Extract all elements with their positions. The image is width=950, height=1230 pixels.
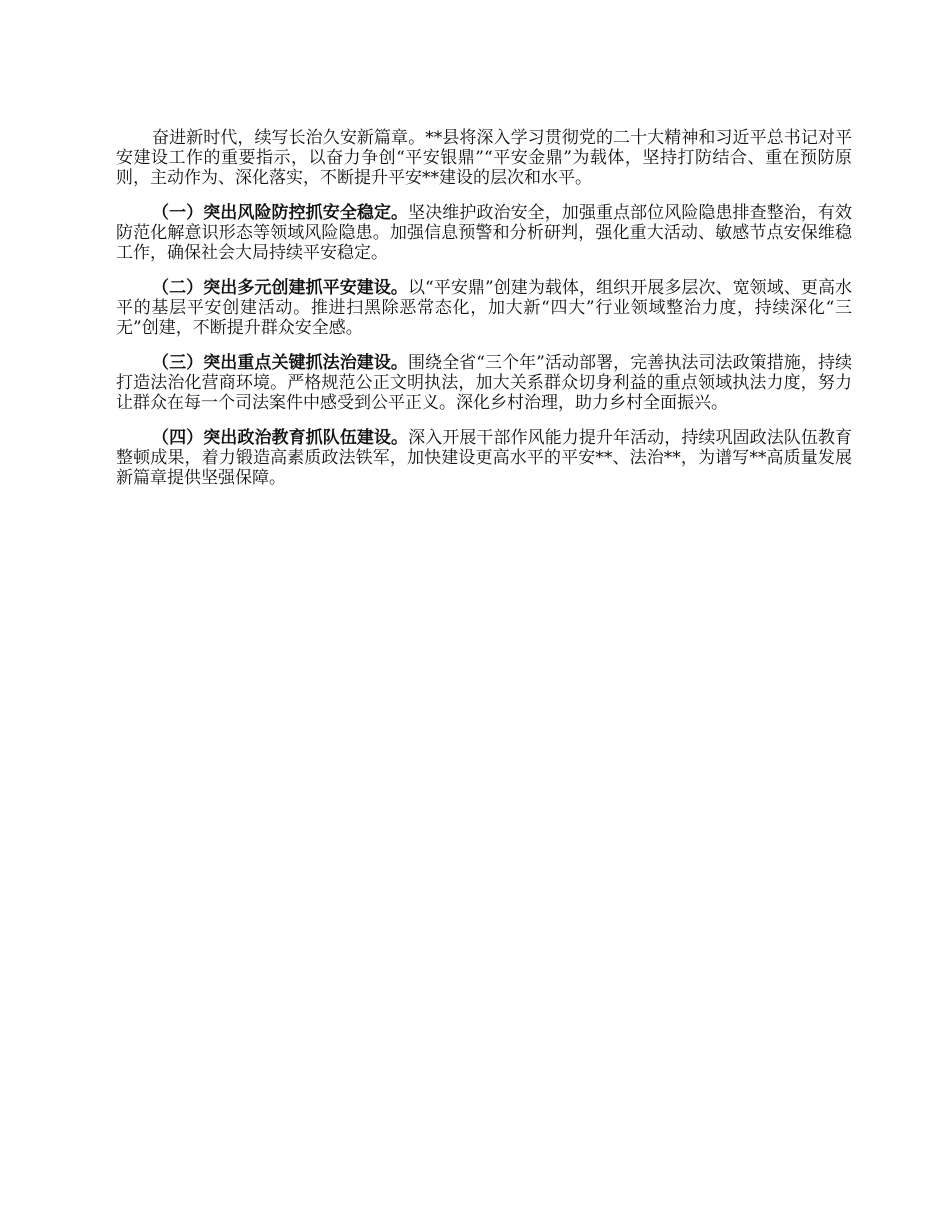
section-heading: （三）突出重点关键抓法治建设。: [152, 353, 408, 373]
section-paragraph: [116, 353, 852, 413]
section-heading: （四）突出政治教育抓队伍建设。: [152, 428, 409, 448]
section-body: 坚决维护政治安全，加强重点部位风险隐患排查整治，有效防范化解意识形态等领域风险隐患。加强信息预警和分析研判，强化重大活动、敏感节点安保维稳工作，确保社会大局持续平安稳定。: [116, 203, 852, 263]
section-heading: （二）突出多元创建抓平安建设。: [152, 278, 408, 298]
section-heading: （一）突出风险防控抓安全稳定。: [152, 203, 409, 223]
section-body: 深入开展干部作风能力提升年活动，持续巩固政法队伍教育整顿成果，着力锻造高素质政法铁军，加快建设更高水平的平安**、法治**，为谱写**高质量发展新篇章提供坚强保障。: [116, 428, 852, 488]
intro-paragraph: 奋进新时代，续写长治久安新篇章。**县将深入学习贯彻党的二十大精神和习近平总书记对平安建设工作的重要指示，以奋力争创“平安银鼎”“平安金鼎”为载体，坚持打防结合、重在预防原则，主动作为、深化落实，不断提升平安**建设的层次和水平。: [116, 128, 852, 188]
section-body: 以“平安鼎”创建为载体，组织开展多层次、宽领域、更高水平的基层平安创建活动。推进扫黑除恶常态化，加大新“四大”行业领域整治力度，持续深化“三无”创建，不断提升群众安全感。: [116, 278, 853, 338]
section-paragraph: [116, 278, 852, 338]
section-body: 围绕全省“三个年”活动部署，完善执法司法政策措施，持续打造法治化营商环境。严格规范公正文明执法，加大关系群众切身利益的重点领域执法力度，努力让群众在每一个司法案件中感受到公平正义。深化乡村治理，助力乡村全面振兴。: [116, 353, 853, 413]
section-paragraph: [116, 203, 852, 263]
section-paragraph: [116, 428, 852, 488]
document-page: [116, 128, 852, 503]
